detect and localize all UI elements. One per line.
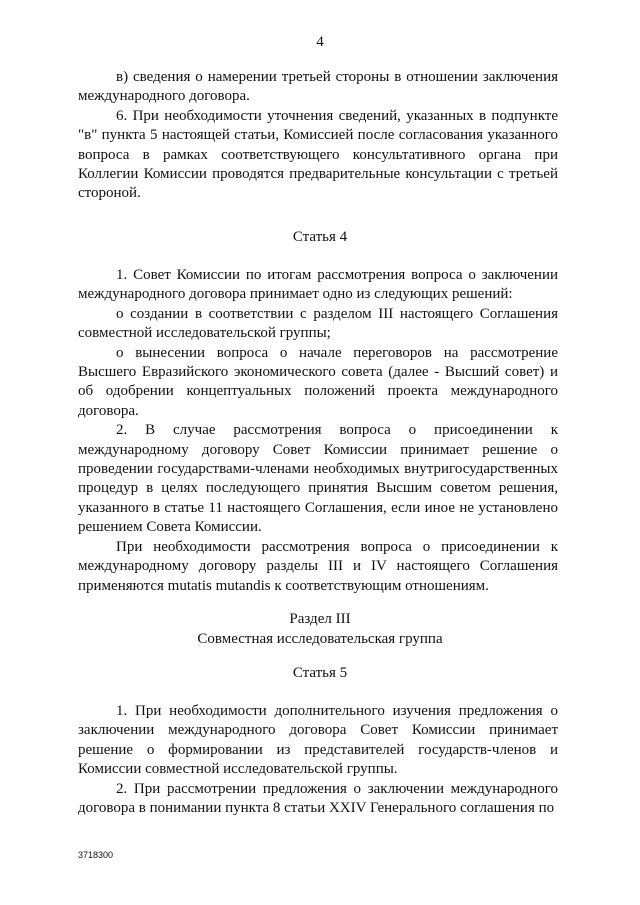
paragraph: о создании в соответствии с разделом III настоящего Соглашения совместной исследовательской группы; <box>78 305 558 342</box>
document-code: 3718300 <box>78 850 114 860</box>
article-5-title: Статья 5 <box>292 665 348 681</box>
paragraph: При необходимости рассмотрения вопроса о присоединении к международному договору разделы III и IV настоящего Соглашения применяются mutatis mutandis к соответствующим отношениям. <box>78 538 558 594</box>
section-3-subtitle: Совместная исследовательская группа <box>197 631 443 647</box>
paragraph: 6. При необходимости уточнения сведений, указанных в подпункте "в" пункта 5 настоящей статьи, Комиссией после согласования указанного вопроса в рамках соответствующего консультативного органа при Коллегии Комиссии проводятся предварительные консультации с третьей стороной. <box>78 107 558 202</box>
paragraph: 1. При необходимости дополнительного изучения предложения о заключении международного договора Совет Комиссии принимает решение о формировании из представителей государств-членов и Комиссии совместной исследовательской группы. <box>78 703 558 778</box>
article-4-title: Статья 4 <box>292 229 348 245</box>
paragraph: о вынесении вопроса о начале переговоров на рассмотрение Высшего Евразийского экономического совета (далее - Высший совет) и об одобрении концептуальных положений проекта международного договора. <box>78 344 558 419</box>
paragraph: 2. При рассмотрении предложения о заключении международного договора в понимании пункта 8 статьи XXIV Генерального соглашения по <box>78 780 558 817</box>
paragraph: в) сведения о намерении третьей стороны в отношении заключения международного договора. <box>78 69 558 105</box>
article5-body <box>78 702 558 818</box>
paragraph: 1. Совет Комиссии по итогам рассмотрения вопроса о заключении международного договора принимает одно из следующих решений: <box>78 267 558 303</box>
section-3-title: Раздел III <box>289 611 351 627</box>
article3-continuation <box>78 68 558 204</box>
page-number: 4 <box>316 34 324 50</box>
article4-body <box>78 266 558 596</box>
paragraph: 2. В случае рассмотрения вопроса о присоединении к международному договору Совет Комиссии принимает решение о проведении государствами-членами необходимых внутригосударственных процедур в целях последующего принятия Высшим советом решения, указанного в статье 11 настоящего Соглашения, если иное не установлено решением Совета Комиссии. <box>78 422 558 536</box>
